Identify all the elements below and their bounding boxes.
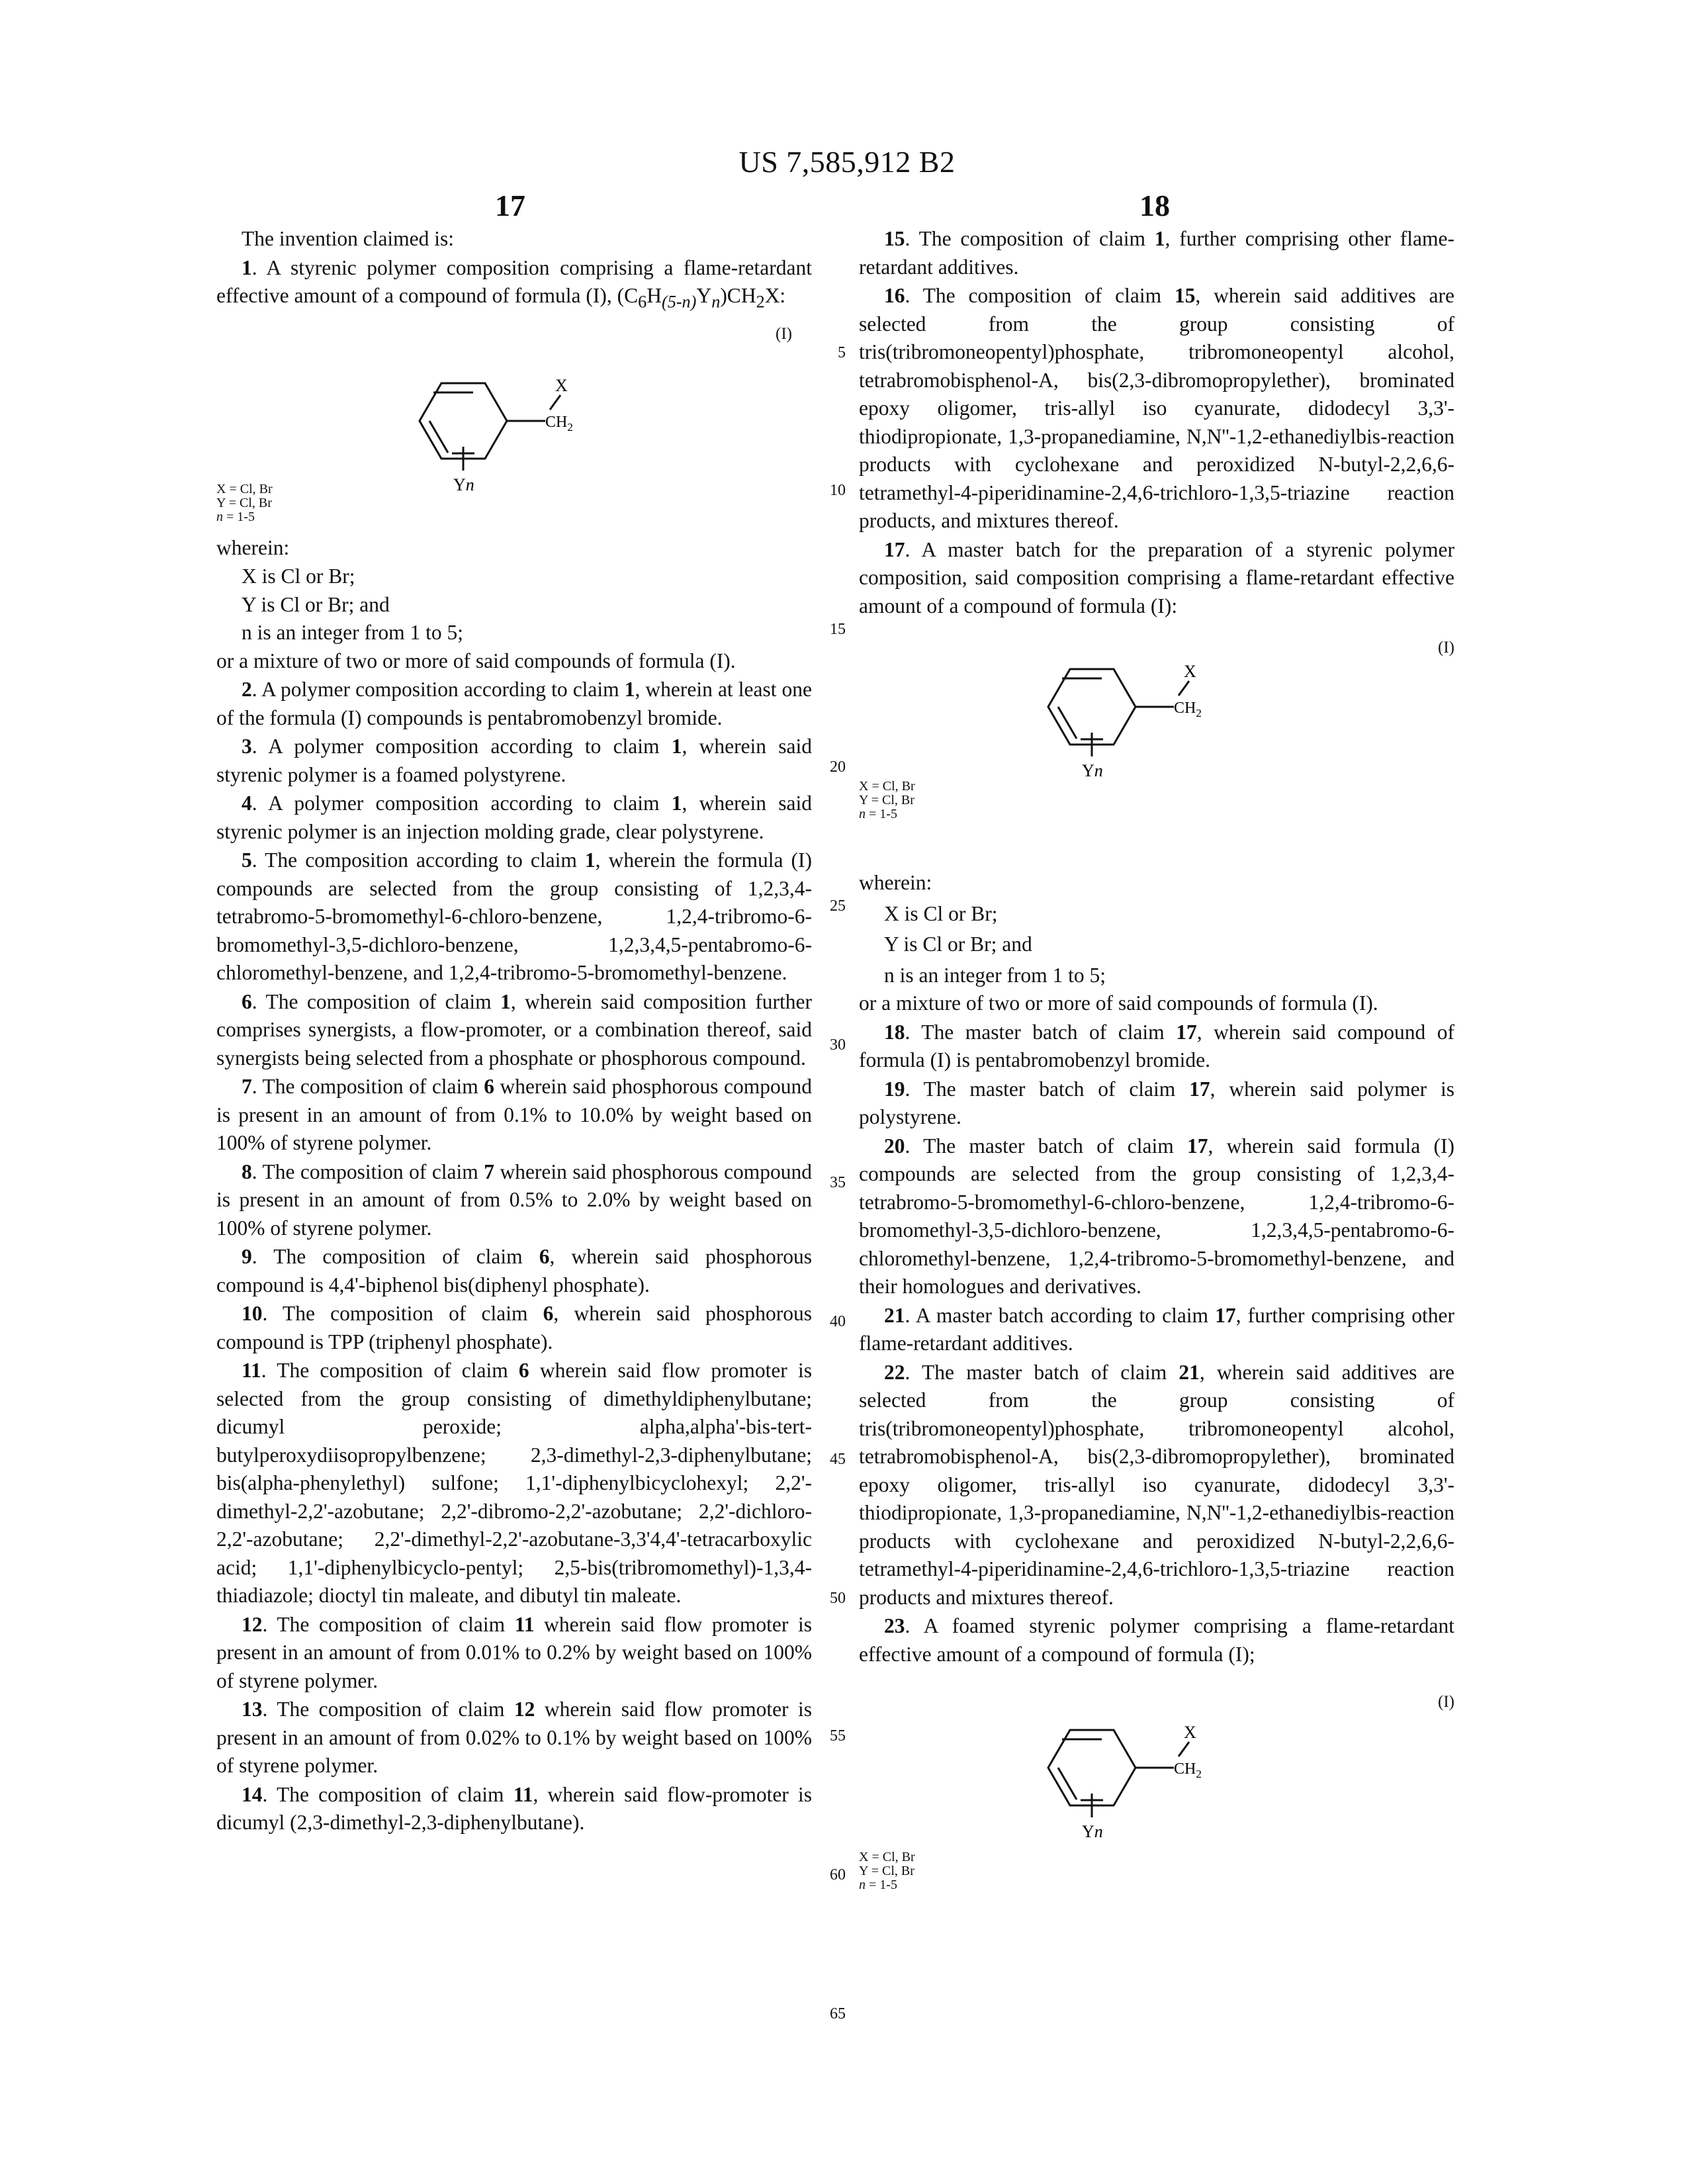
claim-number: 1: [242, 255, 252, 279]
figure-label: (I): [776, 324, 792, 343]
page-number-right: 18: [1139, 189, 1170, 222]
yn-group: Yn: [1082, 1822, 1103, 1841]
figure-label: (I): [1438, 639, 1454, 657]
claim-13: 13. The composition of claim 12 wherein said flow promoter is present in an amount of from 0.02% to 0.1% by weight based on 100% of styrene polymer.: [216, 1698, 812, 1778]
definition-n: n is an integer from 1 to 5;: [884, 963, 1106, 987]
page-number-left: 17: [495, 189, 525, 222]
claim-7: 7. The composition of claim 6 wherein said phosphorous compound is present in an amount of from 0.1% to 10.0% by weight based on 100% of styrene polymer.: [216, 1075, 812, 1155]
definition-n: n is an integer from 1 to 5;: [242, 621, 464, 645]
ch2-group: $CH_2$: [1174, 700, 1202, 719]
claim-17: 17. A master batch for the preparation of a styrenic polymer composition, said composition comprising a flame-retardant effective amount of a compound of formula (I):: [859, 537, 1454, 617]
definition-x: X is Cl or Br;: [242, 565, 355, 588]
claim-14: 14. The composition of claim 11, wherein said flow-promoter is dicumyl (2,3-dimethyl-2,3-diphenylbutane).: [216, 1782, 812, 1835]
formula-figure: [859, 1688, 1454, 1913]
ch2-group: $CH_2$: [545, 413, 573, 433]
formula-figure: [216, 317, 812, 522]
benzyl-structure: [216, 317, 812, 522]
claim-23: 23. A foamed styrenic polymer comprising a flame-retardant effective amount of a compound of formula (I);: [859, 1614, 1454, 1666]
claim-19: 19. The master batch of claim 17, wherein said polymer is polystyrene.: [859, 1077, 1454, 1128]
figure-label: (I): [1438, 1693, 1454, 1711]
claim-11: 11. The composition of claim 6 wherein said flow promoter is selected from the group consisting of dimethyldiphenylbutane; dicumyl peroxide; alpha,alpha'-bis-tert-butylperoxydiisopropylbenzene; 2,3-dimethyl-2,3-diphenylbutane; bis(alpha-phenylethyl) sulfone; 1,1'-diphenylbicyclohexyl; 2,2'-dimethyl-2,2'-azobutane; 2,2'-dibromo-2,2'-azobutane; 2,2'-dichloro-2,2'-azobutane; 2,2'-dimethyl-2,2'-azobutane-3,3'4,4'-tetracarboxylic acid; 1,1'-diphenylbicyclo-pentyl; 2,5-bis(tribromomethyl)-1,3,4-thiadiazole; dioctyl tin maleate, and dibutyl tin maleate.: [216, 1359, 812, 1608]
claim-16: 16. The composition of claim 15, wherein said additives are selected from the group consisting of tris(tribromoneopentyl)phosphate, tribromoneopentyl alcohol, tetrabromobisphenol-A, bis(2,3-dibromopropylether), brominated epoxy oligomer, tris-allyl iso cyanurate, didodecyl 3,3'-thiodipropionate, 1,3-propanediamine, N,N''-1,2-ethanediylbis-reaction products with cyclohexane and peroxidized N-butyl-2,2,6,6-tetramethyl-4-piperidinamine-2,4,6-trichloro-1,3,5-triazine reaction products, and mixtures thereof.: [859, 284, 1455, 532]
yn-group: Yn: [1082, 761, 1103, 780]
formula-variables: X = Cl, Br Y = Cl, Br n = 1-5: [859, 779, 915, 821]
formula-variables: X = Cl, Br Y = Cl, Br n = 1-5: [216, 481, 273, 524]
substituent-x: X: [555, 375, 568, 395]
claim-20: 20. The master batch of claim 17, wherein said formula (I) compounds are selected from the group consisting of 1,2,3,4-tetrabromo-5-bromomethyl-6-chloro-benzene, 1,2,4-tribromo-6-bromomethyl-3,5-dichloro-benzene, 1,2,3,4,5-pentabromo-6-chloromethyl-benzene, 1,2,4-tribromo-5-bromomethyl-benzene, and their homologues and derivatives.: [859, 1134, 1454, 1298]
right-column: [859, 225, 1454, 1913]
claim-21: 21. A master batch according to claim 17, further comprising other flame-retardant additives.: [859, 1303, 1454, 1355]
formula-figure: [859, 621, 1454, 833]
document-number: US 7,585,912 B2: [738, 145, 956, 179]
claim-9: 9. The composition of claim 6, wherein said phosphorous compound is 4,4'-biphenol bis(diphenyl phosphate).: [216, 1245, 813, 1297]
definition-y: Y is Cl or Br; and: [884, 933, 1032, 956]
ch2-group: $CH_2$: [1174, 1760, 1202, 1780]
claims-intro: The invention claimed is:: [242, 227, 455, 250]
formula-variables: X = Cl, Br Y = Cl, Br n = 1-5: [859, 1850, 915, 1892]
definition-x: X is Cl or Br;: [884, 901, 998, 925]
claim-12: 12. The composition of claim 11 wherein said flow promoter is present in an amount of from 0.01% to 0.2% by weight based on 100% of styrene polymer.: [216, 1612, 812, 1692]
claim-8: 8. The composition of claim 7 wherein said phosphorous compound is present in an amount of from 0.5% to 2.0% by weight based on 100% of styrene polymer.: [216, 1160, 812, 1240]
left-column: [216, 225, 812, 1838]
claim-1: 1. A styrenic polymer composition comprising a flame-retardant effective amount of a compound of formula (I), $(C_6H_{(5-n)}Y_n)CH_2X$:: [216, 255, 812, 312]
mixture-clause: or a mixture of two or more of said compounds of formula (I).: [216, 649, 736, 672]
yn-group: Yn: [453, 475, 474, 494]
claim-22: 22. The master batch of claim 21, wherein said additives are selected from the group consisting of tris(tribromoneopentyl)phosphate, tribromoneopentyl alcohol, tetrabromobisphenol-A, bis(2,3-dibromopropylether), brominated epoxy oligomer, tris-allyl iso cyanurate, didodecyl 3,3'-thiodipropionate, 1,3-propanediamine, N,N''-1,2-ethanediylbis-reaction products with cyclohexane and peroxidized N-butyl-2,2,6,6-tetramethyl-4-piperidinamine-2,4,6-trichloro-1,3,5-triazine reaction products and mixtures thereof.: [859, 1360, 1454, 1609]
claim-4: 4. A polymer composition according to claim 1, wherein said styrenic polymer is an injection molding grade, clear polystyrene.: [216, 792, 812, 843]
claim-3: 3. A polymer composition according to claim 1, wherein said styrenic polymer is a foamed polystyrene.: [216, 735, 812, 786]
patent-page: US 7,585,912 B2 17 18 The invention claimed is: 1. A styrenic polymer composition comprising a flame-retardant effective amount of a compound of formula (I), $(C_6H_{(5-n)}Y_n)CH_2X$: (I) X $CH_2$ Yn X = Cl, Br Y = Cl, Br n = 1-5 wherein: X is Cl or Br; Y is Cl or Br; and n is an integer from 1 to 5; or a mixture of two or more of said compounds of formula (I). 2. A polymer composition according to claim 1, wherein at least one of the formula (I) compounds is pentabromobenzyl bromide. 3. A polymer composition according to claim 1, wherein said styrenic polymer is a foamed polystyrene. 4. A polymer composition according to claim 1, wherein said styrenic polymer is an injection molding grade, clear polystyrene. 5. The composition according to claim 1, wherein the formula (I) compounds are selected from the group consisting of 1,2,3,4-tetrabromo-5-bromomethyl-6-chloro-benzene, 1,2,4-tribromo-6-bromomethyl-3,5-dichloro-benzene, 1,2,3,4,5-pentabromo-6-chloromethyl-benzene, and 1,2,4-tribromo-5-bromomethyl-benzene. 6. The composition of claim 1, wherein said composition further comprises synergists, a flow-promoter, or a combination thereof, said synergists being selected from a phosphate or phosphorous compound. 7. The composition of claim 6 wherein said phosphorous compound is present in an amount of from 0.1% to 10.0% by weight based on 100% of styrene polymer. 8. The composition of claim 7 wherein said phosphorous compound is present in an amount of from 0.5% to 2.0% by weight based on 100% of styrene polymer. 9. The composition of claim 6, wherein said phosphorous compound is 4,4'-biphenol bis(diphenyl phosphate). 10. The composition of claim 6, wherein said phosphorous compound is TPP (triphenyl phosphate). 11. The composition of claim 6 wherein said flow promoter is selected from the group consisting of dimethyldiphenylbutane; dicumyl peroxide; alpha,alpha'-bis-tert-butylperoxydiisopropylbenzene; 2,3-dimethyl-2,3-diphenylbutane; bis(alpha-phenylethyl) sulfone; 1,1'-diphenylbicyclohexyl; 2,2'-dimethyl-2,2'-azobutane; 2,2'-dibromo-2,2'-azobutane; 2,2'-dichloro-2,2'-azobutane; 2,2'-dimethyl-2,2'-azobutane-3,3'4,4'-tetracarboxylic acid; 1,1'-diphenylbicyclo-pentyl; 2,5-bis(tribromomethyl)-1,3,4-thiadiazole; dioctyl tin maleate, and dibutyl tin maleate. 12. The composition of claim 11 wherein said flow promoter is present in an amount of from 0.01% to 0.2% by weight based on 100% of styrene polymer. 13. The composition of claim 12 wherein said flow promoter is present in an amount of from 0.02% to 0.1% by weight based on 100% of styrene polymer. 14. The composition of claim 11, wherein said flow-promoter is dicumyl (2,3-dimethyl-2,3-diphenylbutane). 5 10 15 20 25 30 35 40 45 50 55 60 65 15. The composition of claim 1, further comprising other flame-retardant additives. 16. The composition of claim 15, wherein said additives are selected from the group consisting of tris(tribromoneopentyl)phosphate, tribromoneopentyl alcohol, tetrabromobisphenol-A, bis(2,3-dibromopropylether), brominated epoxy oligomer, tris-allyl iso cyanurate, didodecyl 3,3'-thiodipropionate, 1,3-propanediamine, N,N''-1,2-ethanediylbis-reaction products with cyclohexane and peroxidized N-butyl-2,2,6,6-tetramethyl-4-piperidinamine-2,4,6-trichloro-1,3,5-triazine reaction products, and mixtures thereof. 17. A master batch for the preparation of a styrenic polymer composition, said composition comprising a flame-retardant effective amount of a compound of formula (I): (I) X $CH_2$ Yn X = Cl, Br Y = Cl, Br n = 1-5 wherein: X is Cl or Br; Y is Cl or Br; and n is an integer from 1 to 5; or a mixture of two or more of said compounds of formula (I). 18. The master batch of claim 17, wherein said compound of formula (I) is pentabromobenzyl bromide. 19. The master batch of claim 17, wherein said polymer is polystyrene. 20. The master batch of claim 17, wherein said formula (I) compounds are selected from the group consisting of 1,2,3,4-tetrabromo-5-bromomethyl-6-chloro-benzene, 1,2,4-tribromo-6-bromomethyl-3,5-dichloro-benzene, 1,2,3,4,5-pentabromo-6-chloromethyl-benzene, 1,2,4-tribromo-5-bromomethyl-benzene, and their homologues and derivatives. 21. A master batch according to claim 17, further comprising other flame-retardant additives. 22. The master batch of claim 21, wherein said additives are selected from the group consisting of tris(tribromoneopentyl)phosphate, tribromoneopentyl alcohol, tetrabromobisphenol-A, bis(2,3-dibromopropylether), brominated epoxy oligomer, tris-allyl iso cyanurate, didodecyl 3,3'-thiodipropionate, 1,3-propanediamine, N,N''-1,2-ethanediylbis-reaction products with cyclohexane and peroxidized N-butyl-2,2,6,6-tetramethyl-4-piperidinamine-2,4,6-trichloro-1,3,5-triazine reaction products and mixtures thereof. 23. A foamed styrenic polymer comprising a flame-retardant effective amount of a compound of formula (I); (I) X $CH_2$ Yn X = Cl, Br Y = Cl, Br n = 1-5: [0, 0, 1694, 2184]
claim-2: 2. A polymer composition according to claim 1, wherein at least one of the formula (I) compounds is pentabromobenzyl bromide.: [216, 678, 813, 729]
substituent-x: X: [1184, 1723, 1196, 1742]
benzyl-structure: [859, 621, 1454, 833]
mixture-clause: or a mixture of two or more of said compounds of formula (I).: [859, 991, 1378, 1015]
wherein-label: wherein:: [216, 535, 290, 559]
claim-10: 10. The composition of claim 6, wherein said phosphorous compound is TPP (triphenyl phosphate).: [216, 1302, 813, 1353]
claim-5: 5. The composition according to claim 1, wherein the formula (I) compounds are selected from the group consisting of 1,2,3,4-tetrabromo-5-bromomethyl-6-chloro-benzene, 1,2,4-tribromo-6-bromomethyl-3,5-dichloro-benzene, 1,2,3,4,5-pentabromo-6-chloromethyl-benzene, and 1,2,4-tribromo-5-bromomethyl-benzene.: [216, 848, 812, 985]
structural-formula: $(C_6H_{(5-n)}Y_n)CH_2X$:: [617, 284, 786, 312]
claim-18: 18. The master batch of claim 17, wherein said compound of formula (I) is pentabromobenzyl bromide.: [859, 1020, 1454, 1071]
definition-y: Y is Cl or Br; and: [242, 592, 390, 616]
substituent-x: X: [1184, 662, 1196, 681]
wherein-label: wherein:: [859, 871, 932, 894]
benzyl-structure: [859, 1688, 1454, 1913]
claim-6: 6. The composition of claim 1, wherein said composition further comprises synergists, a flow-promoter, or a combination thereof, said synergists being selected from a phosphate or phosphorous compound.: [216, 989, 812, 1069]
claim-15: 15. The composition of claim 1, further comprising other flame-retardant additives.: [859, 227, 1454, 279]
